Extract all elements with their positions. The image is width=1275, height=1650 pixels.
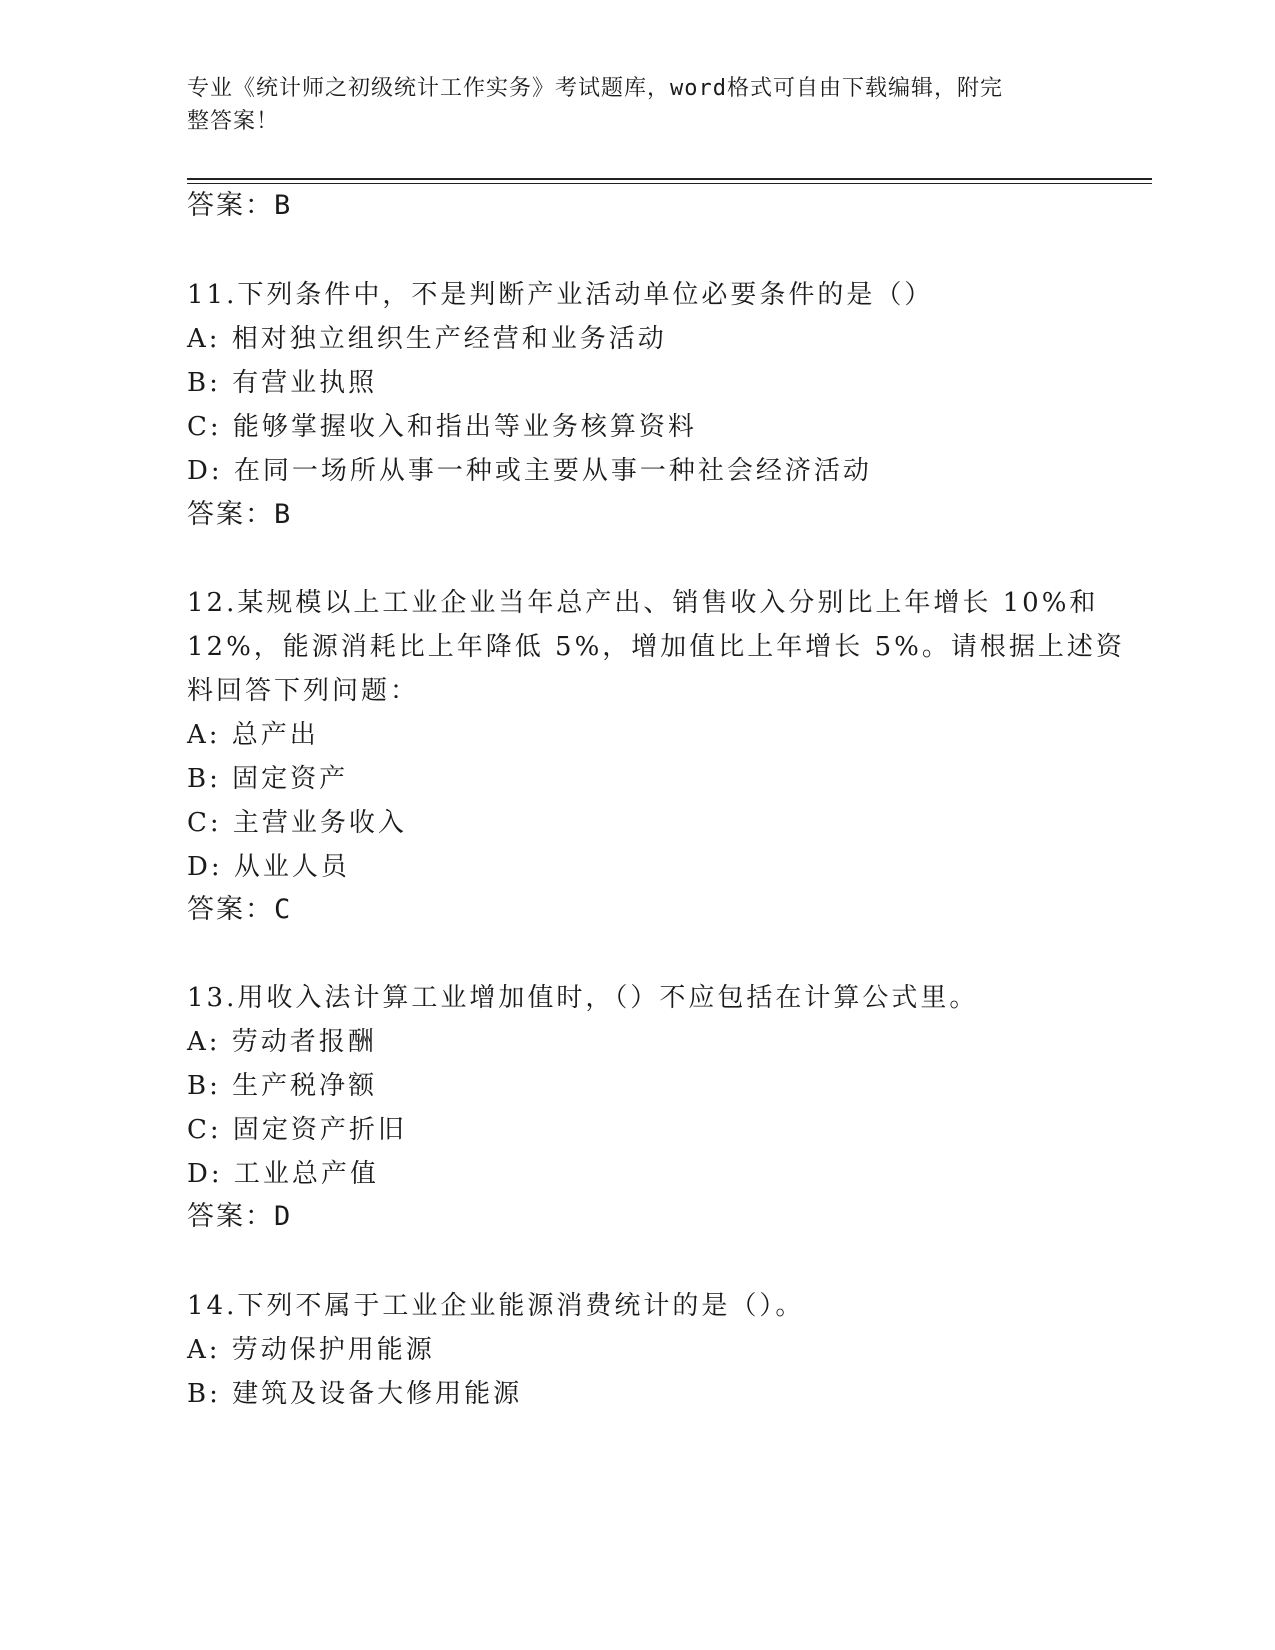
question-12-option-d: D: 从业人员 (187, 852, 350, 882)
question-12-stem-line-2: 12%，能源消耗比上年降低 5%，增加值比上年增长 5%。请根据上述资 (187, 632, 1125, 662)
question-13-option-a: A: 劳动者报酬 (187, 1027, 377, 1057)
answer-value: D (274, 1201, 293, 1232)
question-13-option-b: B: 生产税净额 (187, 1071, 378, 1101)
question-12-stem-line-1: 12.某规模以上工业企业当年总产出、销售收入分别比上年增长 10%和 (187, 588, 1099, 618)
question-11-option-b: B: 有营业执照 (187, 368, 378, 398)
answer-value: B (274, 190, 293, 221)
question-13-stem: 13.用收入法计算工业增加值时，（）不应包括在计算公式里。 (187, 983, 979, 1013)
question-14-option-a: A: 劳动保护用能源 (187, 1335, 435, 1365)
question-11-option-c: C: 能够掌握收入和指出等业务核算资料 (187, 412, 697, 442)
question-14-stem: 14.下列不属于工业企业能源消费统计的是（）。 (187, 1291, 805, 1321)
question-11-stem: 11.下列条件中，不是判断产业活动单位必要条件的是（） (187, 280, 934, 310)
answer-label: 答案： (187, 499, 274, 530)
question-13-option-d: D: 工业总产值 (187, 1159, 379, 1189)
question-12-answer (187, 893, 292, 927)
document-header (187, 72, 1087, 138)
question-13-option-c: C: 固定资产折旧 (187, 1115, 407, 1145)
answer-label: 答案： (187, 894, 274, 925)
question-11-option-d: D: 在同一场所从事一种或主要从事一种社会经济活动 (187, 456, 872, 486)
question-12-option-c: C: 主营业务收入 (187, 808, 407, 838)
header-line-2: 整答案！ (187, 109, 280, 134)
question-12-stem-line-3: 料回答下列问题： (187, 676, 420, 706)
header-rule-thin (187, 183, 1152, 184)
answer-value: C (274, 894, 293, 925)
question-11-option-a: A: 相对独立组织生产经营和业务活动 (187, 324, 667, 354)
question-12-option-a: A: 总产出 (187, 720, 319, 750)
answer-value: B (274, 499, 293, 530)
answer-line (187, 189, 292, 223)
question-12-option-b: B: 固定资产 (187, 764, 349, 794)
question-11-answer (187, 498, 292, 532)
question-13-answer (187, 1200, 292, 1234)
answer-label: 答案： (187, 1201, 274, 1232)
answer-label: 答案： (187, 190, 274, 221)
header-line-1: 专业《统计师之初级统计工作实务》考试题库，word格式可自由下载编辑，附完 (187, 76, 1003, 101)
header-rule-thick (187, 178, 1152, 180)
question-14-option-b: B: 建筑及设备大修用能源 (187, 1379, 523, 1409)
